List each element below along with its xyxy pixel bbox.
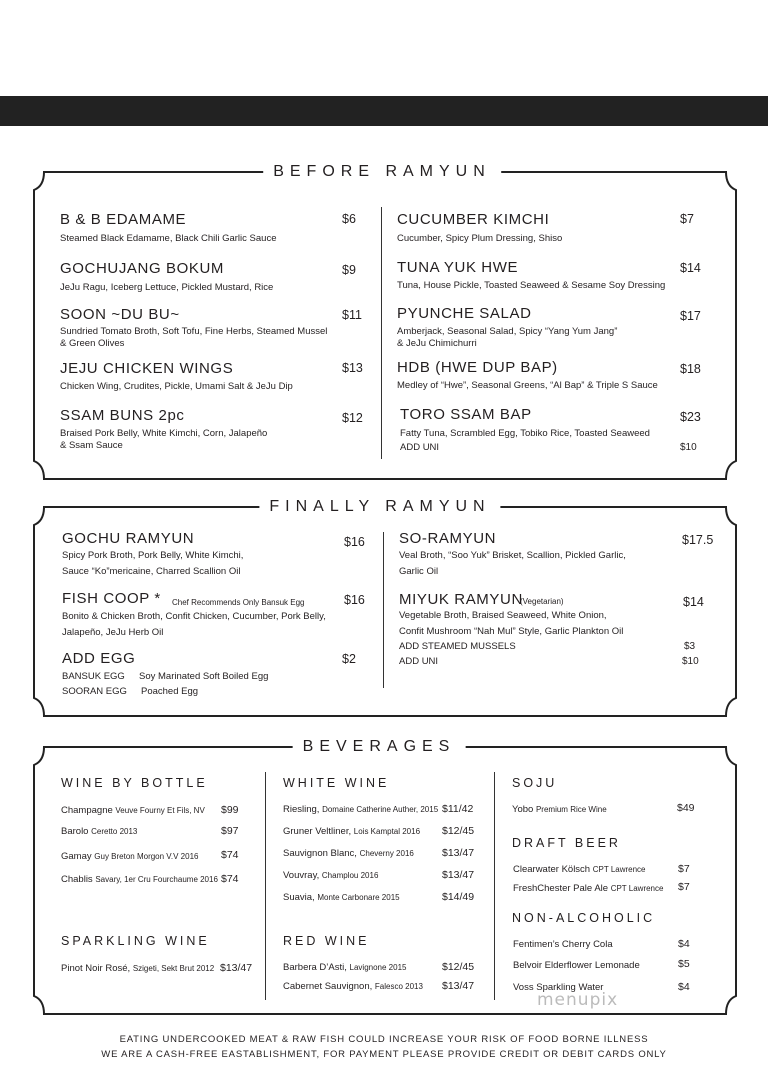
menu-item-desc: Chicken Wing, Crudites, Pickle, Umami Salt & JeJu Dip — [60, 381, 293, 392]
beverage-name: Sauvignon Blanc, — [283, 848, 357, 859]
footer-payment-note: WE ARE A CASH-FREE EASTABLISHMENT, FOR PAYMENT PLEASE PROVIDE CREDIT OR DEBIT CARDS ONLY — [101, 1049, 667, 1060]
menu-item-name: B & B EDAMAME — [60, 211, 187, 228]
menu-item-desc: Cucumber, Spicy Plum Dressing, Shiso — [397, 233, 563, 244]
beverage-price: $12/45 — [442, 961, 475, 973]
beverage-price: $13/47 — [442, 847, 475, 859]
menu-item-price: $6 — [342, 212, 356, 226]
beverages-title: BEVERAGES — [293, 738, 466, 756]
draft-beer-heading: DRAFT BEER — [512, 836, 621, 850]
beverage-item — [61, 805, 205, 816]
sparkling-wine-heading: SPARKLING WINE — [61, 934, 210, 948]
top-banner — [0, 96, 768, 126]
beverage-name: Yobo — [512, 804, 534, 815]
beverage-name: Chablis — [61, 874, 93, 885]
beverage-item — [61, 851, 198, 862]
menu-item-name: SO-RAMYUN — [399, 530, 497, 547]
menu-item-desc: & Ssam Sauce — [60, 440, 123, 451]
menu-item-price: $12 — [342, 411, 363, 425]
menu-item-desc: Veal Broth, “Soo Yuk” Brisket, Scallion, Pickled Garlic, — [399, 550, 626, 561]
beverage-price: $13/47 — [220, 962, 253, 974]
beverage-price: $13/47 — [442, 869, 475, 881]
menu-item-desc: & Green Olives — [60, 338, 125, 349]
menu-item-desc: JeJu Ragu, Iceberg Lettuce, Pickled Mustard, Rice — [60, 282, 274, 293]
non-alcoholic-heading: NON-ALCOHOLIC — [512, 911, 656, 925]
beverage-detail: Ceretto 2013 — [91, 827, 138, 836]
beverage-item — [61, 963, 214, 974]
menu-item-desc: Confit Mushroom “Nah Mul” Style, Garlic Plankton Oil — [399, 626, 624, 637]
menu-item-name: CUCUMBER KIMCHI — [397, 211, 550, 228]
menu-item-price: $17.5 — [682, 533, 714, 547]
menu-item-desc: Fatty Tuna, Scrambled Egg, Tobiko Rice, Toasted Seaweed — [400, 428, 650, 439]
beverage-name: Gamay — [61, 851, 92, 862]
menu-item-price: $14 — [683, 595, 704, 609]
beverage-name: FreshChester Pale Ale — [513, 883, 609, 894]
menu-item-desc: Steamed Black Edamame, Black Chili Garlic Sauce — [60, 233, 277, 244]
menu-item-name: PYUNCHE SALAD — [397, 305, 532, 322]
beverage-item — [283, 870, 378, 881]
beverage-name: Barbera D’Asti, — [283, 962, 347, 973]
menu-item-name: TORO SSAM BAP — [400, 406, 532, 423]
beverage-detail: Veuve Fourny Et Fils, NV — [115, 806, 205, 815]
beverage-detail: Lois Kamptal 2016 — [353, 827, 421, 836]
menu-item-price: $23 — [680, 410, 701, 424]
beverage-detail: Premium Rice Wine — [535, 805, 607, 814]
beverage-item — [283, 892, 400, 903]
wine-by-bottle-heading: WINE BY BOTTLE — [61, 776, 208, 790]
beverage-item — [513, 864, 646, 875]
menu-item-price: $2 — [342, 652, 356, 666]
menu-item-name: FISH COOP * — [62, 590, 161, 607]
beverage-item — [283, 981, 423, 992]
beverages-divider-2 — [494, 772, 495, 1000]
menu-item-desc: & JeJu Chimichurri — [397, 338, 477, 349]
beverage-item — [283, 804, 438, 815]
menu-item-price: $17 — [680, 309, 701, 323]
beverage-name: Cabernet Sauvignon, — [283, 981, 373, 992]
addon-price: $10 — [680, 442, 697, 453]
menu-item-name: SSAM BUNS 2pc — [60, 407, 185, 424]
beverage-detail: Szigeti, Sekt Brut 2012 — [132, 964, 215, 973]
beverage-item — [61, 826, 137, 837]
beverage-detail: Domaine Catherine Auther, 2015 — [322, 805, 439, 814]
menu-item-name: HDB (HWE DUP BAP) — [397, 359, 558, 376]
menu-item-desc: Medley of “Hwe”, Seasonal Greens, “Al Bap” & Triple S Sauce — [397, 380, 658, 391]
beverage-price: $49 — [677, 802, 695, 814]
footer-warning: EATING UNDERCOOKED MEAT & RAW FISH COULD INCREASE YOUR RISK OF FOOD BORNE ILLNESS — [119, 1034, 649, 1045]
addon-label: ADD UNI — [400, 442, 440, 453]
beverage-name: Belvoir Elderflower Lemonade — [513, 960, 640, 971]
before-divider — [381, 207, 382, 459]
beverage-name: Vouvray, — [283, 870, 320, 881]
egg-option-desc: Soy Marinated Soft Boiled Egg — [139, 671, 269, 682]
beverage-price: $7 — [678, 881, 690, 893]
menu-item-price: $14 — [680, 261, 701, 275]
addon-label: ADD UNI — [399, 656, 439, 667]
soju-heading: SOJU — [512, 776, 558, 790]
beverages-divider-1 — [265, 772, 266, 1000]
beverage-name: Pinot Noir Rosé, — [61, 963, 131, 974]
beverage-detail: Cheverny 2016 — [359, 849, 414, 858]
menu-item-desc: Spicy Pork Broth, Pork Belly, White Kimchi, — [62, 550, 244, 561]
white-wine-heading: WHITE WINE — [283, 776, 390, 790]
beverage-name: Gruner Veltliner, — [283, 826, 352, 837]
beverage-item — [283, 848, 414, 859]
beverage-detail: Guy Breton Morgon V.V 2016 — [94, 852, 199, 861]
beverage-price: $11/42 — [442, 803, 474, 815]
beverage-price: $97 — [221, 825, 239, 837]
menu-item-name: TUNA YUK HWE — [397, 259, 519, 276]
menu-item-price: $9 — [342, 263, 356, 277]
beverage-detail: Savary, 1er Cru Fourchaume 2016 — [95, 875, 218, 884]
beverage-price: $12/45 — [442, 825, 475, 837]
addon-label: ADD STEAMED MUSSELS — [399, 641, 516, 652]
menu-item-price: $13 — [342, 361, 363, 375]
menu-item-desc: Sauce “Ko”mericaine, Charred Scallion Oil — [62, 566, 241, 577]
vegetarian-note: (Vegetarian) — [520, 597, 564, 606]
menu-item-desc: Amberjack, Seasonal Salad, Spicy “Yang Yum Jang” — [397, 326, 618, 337]
menu-item-desc: Garlic Oil — [399, 566, 439, 577]
menu-item-name: SOON ~DU BU~ — [60, 306, 180, 323]
beverage-name: Riesling, — [283, 804, 320, 815]
beverage-item — [283, 826, 420, 837]
beverage-name: Clearwater Kölsch — [513, 864, 591, 875]
menu-item-price: $16 — [344, 535, 365, 549]
menu-item-name: ADD EGG — [62, 650, 136, 667]
chef-note: Chef Recommends Only Bansuk Egg — [172, 598, 305, 607]
beverage-price: $4 — [678, 938, 690, 950]
beverage-price: $74 — [221, 849, 239, 861]
addon-price: $10 — [682, 656, 699, 667]
addon-price: $3 — [684, 641, 696, 652]
beverage-name: Fentimen’s Cherry Cola — [513, 939, 613, 950]
menu-item-price: $7 — [680, 212, 694, 226]
menu-item-name: MIYUK RAMYUN — [399, 591, 523, 608]
red-wine-heading: RED WINE — [283, 934, 370, 948]
menu-item-desc: Braised Pork Belly, White Kimchi, Corn, Jalapeño — [60, 428, 268, 439]
beverage-detail: CPT Lawrence — [610, 884, 664, 893]
beverage-price: $74 — [221, 873, 239, 885]
beverage-price: $7 — [678, 863, 690, 875]
beverage-item — [283, 962, 406, 973]
beverage-price: $99 — [221, 804, 239, 816]
before-ramyun-title: BEFORE RAMYUN — [263, 163, 501, 181]
beverage-price: $13/47 — [442, 980, 475, 992]
beverage-item — [513, 883, 663, 894]
menu-item-name: JEJU CHICKEN WINGS — [60, 360, 234, 377]
finally-divider — [383, 532, 384, 688]
egg-option-label: BANSUK EGG — [62, 671, 125, 682]
menu-item-price: $18 — [680, 362, 701, 376]
menu-item-name: GOCHU RAMYUN — [62, 530, 195, 547]
beverage-detail: Champlou 2016 — [321, 871, 379, 880]
menu-item-desc: Vegetable Broth, Braised Seaweed, White Onion, — [399, 610, 607, 621]
beverage-detail: Monte Carbonare 2015 — [317, 893, 400, 902]
beverage-name: Champagne — [61, 805, 113, 816]
beverage-price: $4 — [678, 981, 690, 993]
beverage-detail: Lavignone 2015 — [349, 963, 407, 972]
menu-item-name: GOCHUJANG BOKUM — [60, 260, 225, 277]
beverage-item — [61, 874, 218, 885]
beverage-name: Barolo — [61, 826, 89, 837]
beverage-name: Suavia, — [283, 892, 315, 903]
menu-item-desc: Sundried Tomato Broth, Soft Tofu, Fine Herbs, Steamed Mussel — [60, 326, 328, 337]
beverage-price: $14/49 — [442, 891, 475, 903]
beverage-price: $5 — [678, 958, 690, 970]
finally-ramyun-title: FINALLY RAMYUN — [259, 498, 500, 516]
egg-option-desc: Poached Egg — [141, 686, 199, 697]
watermark-logo: menupix — [537, 990, 619, 1010]
menu-item-desc: Bonito & Chicken Broth, Confit Chicken, Cucumber, Pork Belly, — [62, 611, 326, 622]
menu-item-price: $11 — [342, 308, 362, 322]
beverage-detail: Falesco 2013 — [374, 982, 423, 991]
beverage-item — [512, 804, 607, 815]
menu-item-price: $16 — [344, 593, 365, 607]
menu-item-desc: Tuna, House Pickle, Toasted Seaweed & Sesame Soy Dressing — [397, 280, 666, 291]
egg-option-label: SOORAN EGG — [62, 686, 127, 697]
beverage-detail: CPT Lawrence — [592, 865, 646, 874]
beverage-name: Voss Sparkling Water — [513, 982, 604, 993]
menu-item-desc: Jalapeño, JeJu Herb Oil — [62, 627, 164, 638]
